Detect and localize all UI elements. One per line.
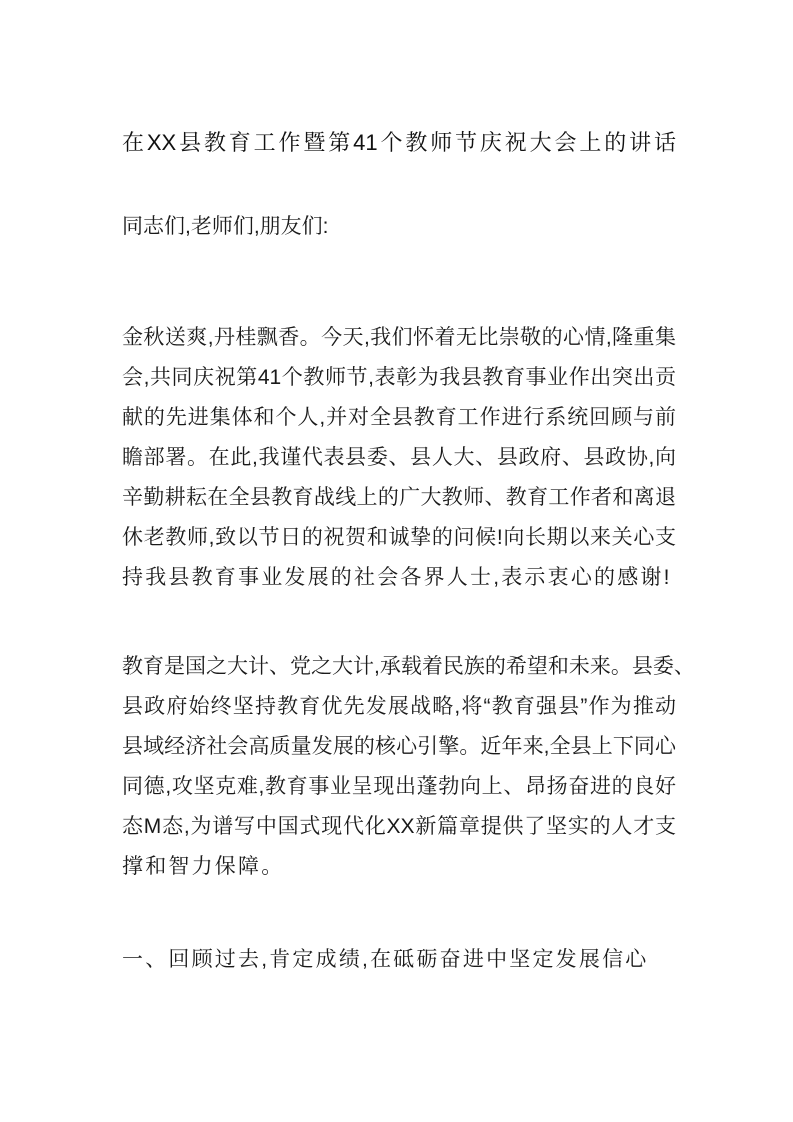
paragraph-line: 同德,攻坚克难,教育事业呈现出蓬勃向上、昂扬奋进的良好 <box>122 775 676 798</box>
paragraph-line: 辛勤耕耘在全县教育战线上的广大教师、教育工作者和离退 <box>122 486 676 509</box>
paragraph-line: 献的先进集体和个人,并对全县教育工作进行系统回顾与前 <box>122 406 676 429</box>
paragraph-line: 教育是国之大计、党之大计,承载着民族的希望和未来。县委、 <box>122 655 695 678</box>
paragraph-line: 撑和智力保障。 <box>122 855 285 878</box>
greeting: 同志们,老师们,朋友们: <box>122 215 329 238</box>
document-title: 在XX县教育工作暨第41个教师节庆祝大会上的讲话 <box>122 130 676 155</box>
paragraph-line: 休老教师,致以节日的祝贺和诚挚的问候!向长期以来关心支 <box>122 526 676 549</box>
paragraph-line: 金秋送爽,丹桂飘香。今天,我们怀着无比崇敬的心情,隆重集 <box>122 326 676 349</box>
paragraph-line: 会,共同庆祝第41个教师节,表彰为我县教育事业作出突出贡 <box>122 366 676 389</box>
paragraph-line: 态M态,为谱写中国式现代化XX新篇章提供了坚实的人才支 <box>122 815 676 838</box>
section-heading: 一、回顾过去,肯定成绩,在砥砺奋进中坚定发展信心 <box>122 948 649 971</box>
paragraph-line: 瞻部署。在此,我谨代表县委、县人大、县政府、县政协,向 <box>122 446 676 469</box>
paragraph-line: 县域经济社会高质量发展的核心引擎。近年来,全县上下同心 <box>122 735 676 758</box>
paragraph-line: 持我县教育事业发展的社会各界人士,表示衷心的感谢! <box>122 566 672 589</box>
paragraph-line: 县政府始终坚持教育优先发展战略,将“教育强县”作为推动 <box>122 695 676 718</box>
